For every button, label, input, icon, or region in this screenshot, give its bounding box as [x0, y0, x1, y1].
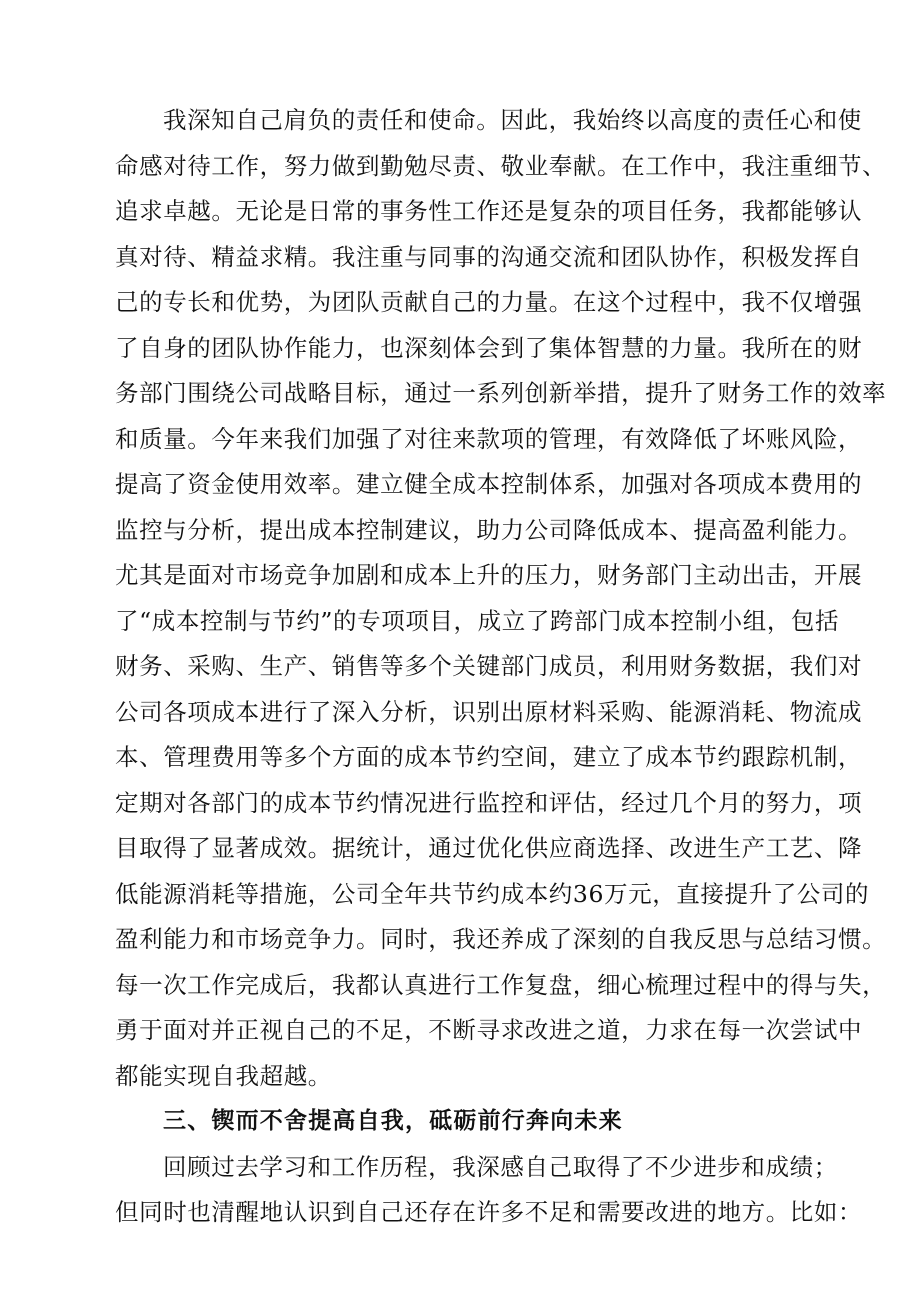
paragraph-line: 己的专长和优势，为团队贡献自己的力量。在这个过程中，我不仅增强 — [115, 288, 863, 316]
paragraph-line: 盈利能力和市场竞争力。同时，我还养成了深刻的自我反思与总结习惯。 — [115, 925, 887, 953]
paragraph-line: 和质量。今年来我们加强了对往来款项的管理，有效降低了坏账风险， — [115, 424, 863, 453]
paragraph-line: 勇于面对并正视自己的不足，不断寻求改进之道，力求在每一次尝试中 — [115, 1016, 863, 1044]
paragraph-line: 定期对各部门的成本节约情况进行监控和评估，经过几个月的努力，项 — [115, 788, 863, 817]
paragraph-line: 命感对待工作，努力做到勤勉尽责、敬业奉献。在工作中，我注重细节、 — [115, 151, 887, 180]
paragraph-line: 每一次工作完成后，我都认真进行工作复盘，细心梳理过程中的得与失， — [115, 970, 887, 999]
section-heading: 三、锲而不舍提高自我，砥砺前行奔向未来 — [163, 1108, 623, 1134]
document-body — [115, 98, 887, 1236]
paragraph-line: 了“成本控制与节约”的专项项目，成立了跨部门成本控制小组，包括 — [115, 606, 840, 635]
paragraph-line: 都能实现自我超越。 — [115, 1061, 332, 1090]
paragraph-line: 监控与分析，提出成本控制建议，助力公司降低成本、提高盈利能力。 — [115, 515, 863, 544]
paragraph-line: 但同时也清醒地认识到自己还存在许多不足和需要改进的地方。比如： — [115, 1198, 863, 1226]
paragraph-line: 真对待、精益求精。我注重与同事的沟通交流和团队协作，积极发挥自 — [115, 242, 863, 271]
paragraph-line: 本、管理费用等多个方面的成本节约空间，建立了成本节约跟踪机制， — [115, 743, 863, 771]
paragraph-line: 财务、采购、生产、销售等多个关键部门成员，利用财务数据，我们对 — [115, 652, 863, 680]
paragraph-line: 了自身的团队协作能力，也深刻体会到了集体智慧的力量。我所在的财 — [115, 333, 863, 362]
paragraph-line: 公司各项成本进行了深入分析，识别出原材料采购、能源消耗、物流成 — [115, 697, 863, 726]
paragraph-line: 提高了资金使用效率。建立健全成本控制体系，加强对各项成本费用的 — [115, 470, 863, 498]
paragraph-line: 尤其是面对市场竞争加剧和成本上升的压力，财务部门主动出击，开展 — [115, 561, 863, 589]
paragraph-line: 追求卓越。无论是日常的事务性工作还是复杂的项目任务，我都能够认 — [115, 197, 863, 225]
paragraph-line: 低能源消耗等措施，公司全年共节约成本约36万元，直接提升了公司的 — [115, 879, 870, 908]
paragraph-line: 我深知自己肩负的责任和使命。因此，我始终以高度的责任心和使 — [163, 106, 862, 134]
paragraph-line: 回顾过去学习和工作历程，我深感自己取得了不少进步和成绩； — [163, 1152, 838, 1181]
paragraph-line: 务部门围绕公司战略目标，通过一系列创新举措，提升了财务工作的效率 — [115, 379, 887, 407]
paragraph-line: 目取得了显著成效。据统计，通过优化供应商选择、改进生产工艺、降 — [115, 834, 863, 862]
